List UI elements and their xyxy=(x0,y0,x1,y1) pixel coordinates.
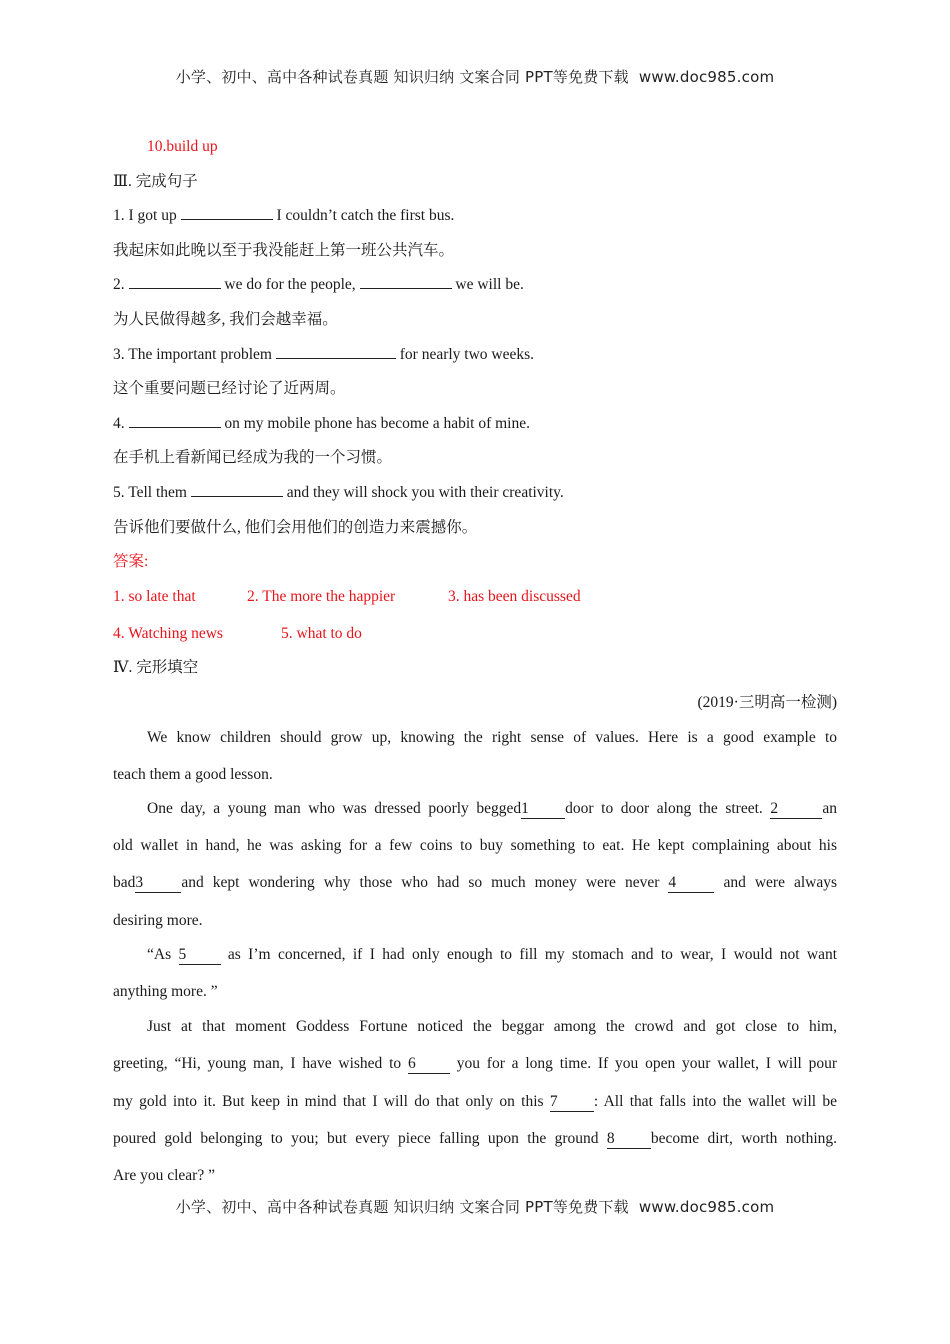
passage-line: teach them a good lesson. xyxy=(113,765,273,783)
answer-label: 答案: xyxy=(113,553,149,571)
answer-item: 4. Watching news xyxy=(113,624,223,642)
page-footer xyxy=(0,1196,950,1217)
page-header xyxy=(0,66,950,87)
carryover-answer: 10.build up xyxy=(147,138,218,155)
sentence-3-zh: 这个重要问题已经讨论了近两周。 xyxy=(113,380,346,398)
header-site-link[interactable]: www.doc985.com xyxy=(638,68,775,86)
passage-line: bad3 and kept wondering why those who had so much money were never 4 and were always xyxy=(113,874,838,892)
source-note: (2019·三明高一检测) xyxy=(697,693,837,711)
cloze-blank[interactable]: 5 xyxy=(179,946,221,965)
answer-item: 5. what to do xyxy=(281,624,362,642)
fill-blank[interactable] xyxy=(129,413,221,428)
cloze-blank[interactable]: 6 xyxy=(408,1055,450,1074)
passage-line: anything more. ” xyxy=(113,982,218,1000)
passage-line: One day, a young man who was dressed poorly begged1 door to door along the street. 2 an xyxy=(147,799,837,817)
answers-row-2 xyxy=(113,621,837,656)
fill-blank[interactable] xyxy=(360,274,452,289)
document-body xyxy=(113,134,837,1200)
footer-text: 小学、初中、高中各种试卷真题 知识归纳 文案合同 PPT等免费下载 xyxy=(175,1198,629,1216)
cloze-blank[interactable]: 7 xyxy=(550,1093,594,1112)
cloze-blank[interactable]: 1 xyxy=(521,800,565,819)
passage-line: Are you clear? ” xyxy=(113,1167,215,1185)
cloze-blank[interactable]: 3 xyxy=(135,874,181,893)
sentence-3: 3. The important problem for nearly two weeks. xyxy=(113,345,535,363)
sentence-5: 5. Tell them and they will shock you with their creativity. xyxy=(113,483,564,501)
sentence-4-zh: 在手机上看新闻已经成为我的一个习惯。 xyxy=(113,449,393,467)
answer-item: 2. The more the happier xyxy=(247,587,396,605)
passage-line: greeting, “Hi, young man, I have wished to 6 you for a long time. If you open your wallet, I will pour xyxy=(113,1055,838,1073)
fill-blank[interactable] xyxy=(129,274,221,289)
fill-blank[interactable] xyxy=(181,205,273,220)
cloze-blank[interactable]: 2 xyxy=(770,800,822,819)
passage-line: We know children should grow up, knowing the right sense of values. Here is a good example to xyxy=(147,728,837,746)
sentence-4: 4. on my mobile phone has become a habit of mine. xyxy=(113,414,530,432)
passage-line: my gold into it. But keep in mind that I will do that only on this 7 : All that falls into the wallet will be xyxy=(113,1092,838,1110)
answer-item: 3. has been discussed xyxy=(448,587,581,605)
answer-item: 1. so late that xyxy=(113,587,196,605)
sentence-2: 2. we do for the people, we will be. xyxy=(113,276,524,294)
passage-line: poured gold belonging to you; but every piece falling upon the ground 8 become dirt, worth nothing. xyxy=(113,1129,837,1147)
section4-title: Ⅳ. 完形填空 xyxy=(113,659,199,677)
sentence-5-zh: 告诉他们要做什么, 他们会用他们的创造力来震撼你。 xyxy=(113,518,478,536)
sentence-1-zh: 我起床如此晚以至于我没能赶上第一班公共汽车。 xyxy=(113,241,455,259)
cloze-blank[interactable]: 8 xyxy=(607,1130,651,1149)
passage-line: “As 5 as I’m concerned, if I had only enough to fill my stomach and to wear, I would not want xyxy=(147,945,838,963)
fill-blank[interactable] xyxy=(191,482,283,497)
passage-line: Just at that moment Goddess Fortune noticed the beggar among the crowd and got close to him, xyxy=(147,1017,837,1035)
passage-line: old wallet in hand, he was asking for a few coins to buy something to eat. He kept complaining about his xyxy=(113,837,837,855)
footer-site-link[interactable]: www.doc985.com xyxy=(638,1198,775,1216)
header-text: 小学、初中、高中各种试卷真题 知识归纳 文案合同 PPT等免费下载 xyxy=(175,68,629,86)
sentence-2-zh: 为人民做得越多, 我们会越幸福。 xyxy=(113,310,338,328)
cloze-blank[interactable]: 4 xyxy=(668,874,714,893)
answers-row-1 xyxy=(113,584,837,621)
passage-line: desiring more. xyxy=(113,911,203,929)
section3-title: Ⅲ. 完成句子 xyxy=(113,172,198,190)
sentence-1: 1. I got up I couldn’t catch the first bus. xyxy=(113,207,455,225)
fill-blank[interactable] xyxy=(276,344,396,359)
